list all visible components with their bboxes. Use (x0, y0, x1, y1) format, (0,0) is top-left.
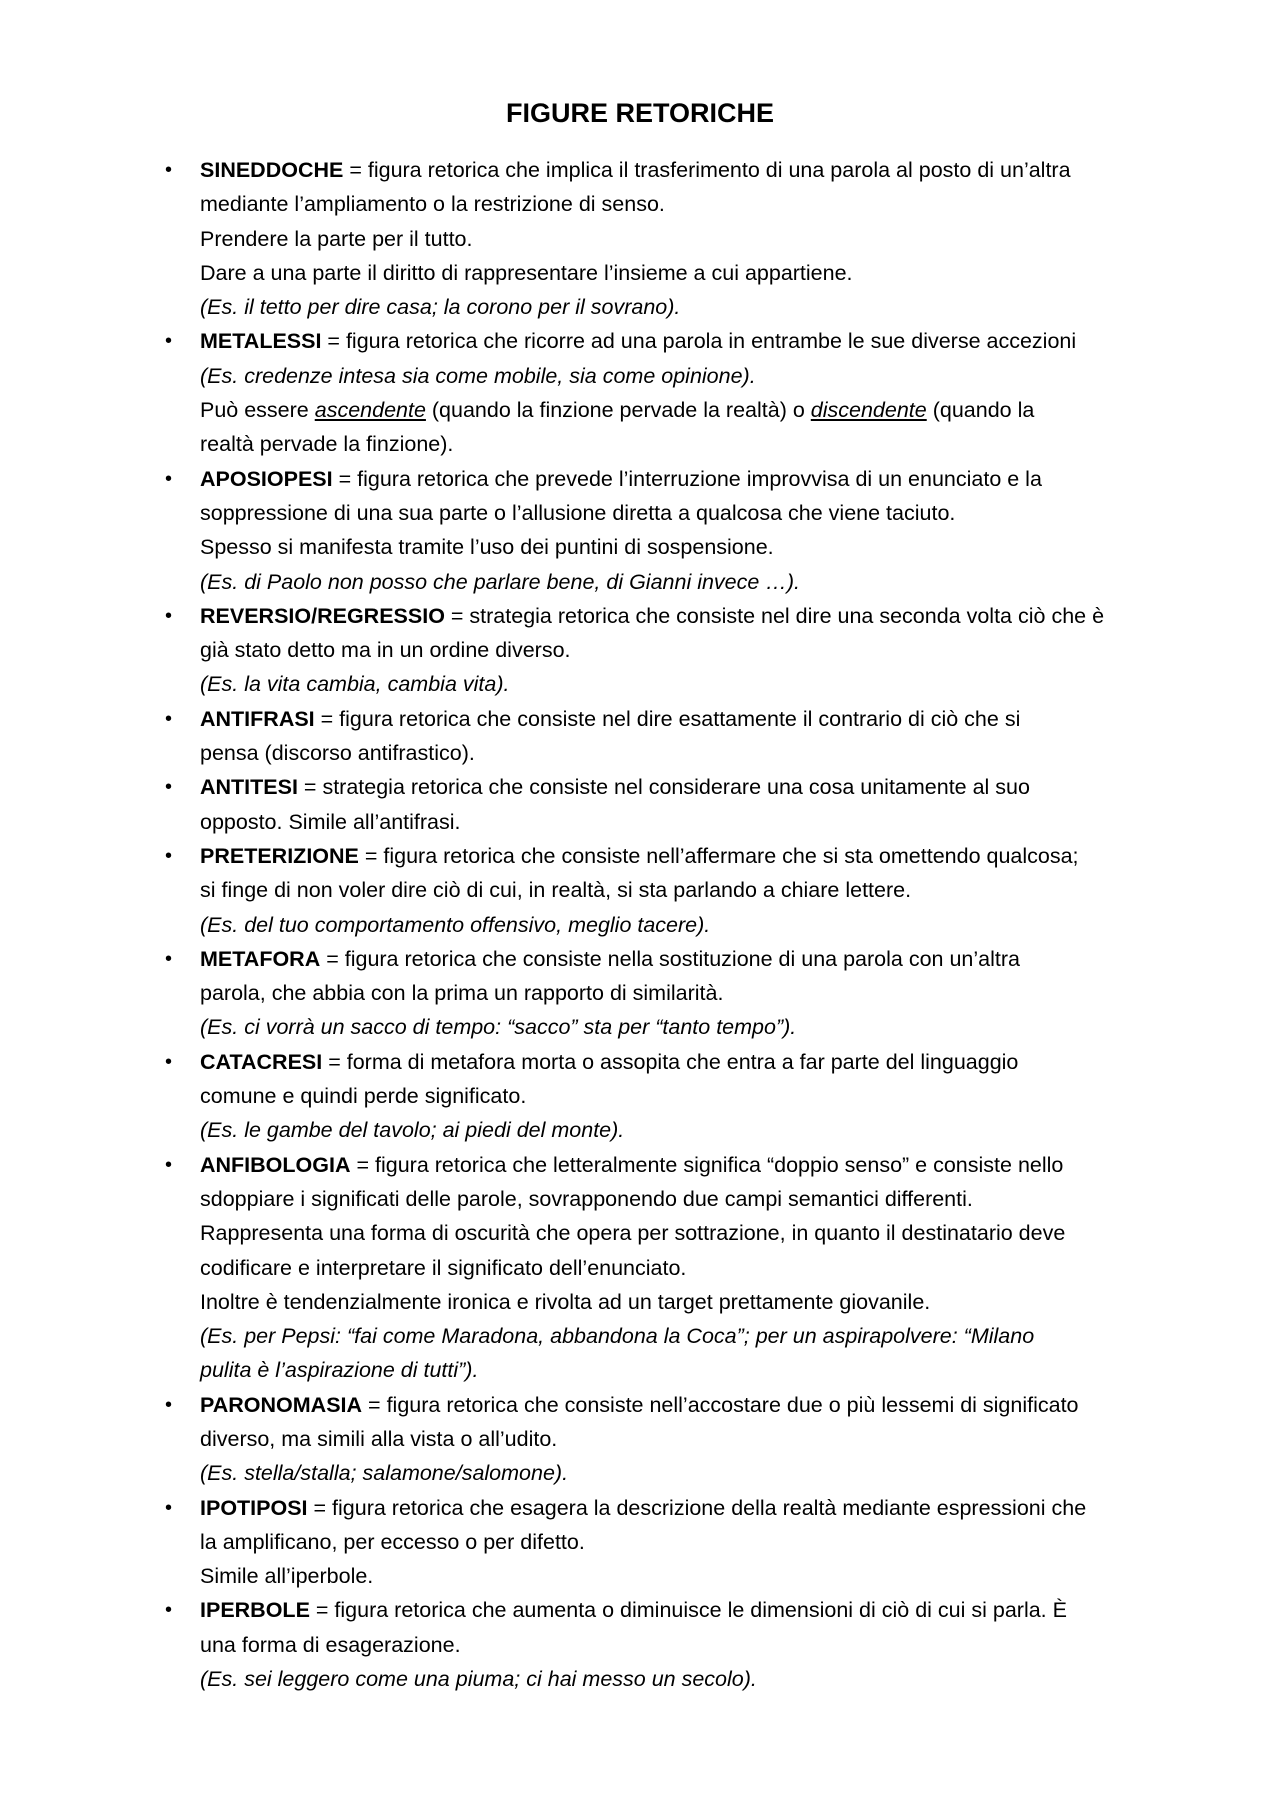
note-line: Spesso si manifesta tramite l’uso dei puntini di sospensione. (200, 535, 774, 560)
note-text: Può essere (200, 398, 315, 423)
bullet-icon: • (165, 467, 173, 490)
note-line: Prendere la parte per il tutto. (200, 226, 473, 251)
example-line: pulita è l’aspirazione di tutti”). (200, 1358, 479, 1383)
definition-line (200, 1388, 1170, 1422)
bullet-icon: • (165, 947, 173, 970)
note-line: Inoltre è tendenzialmente ironica e rivolta ad un target prettamente giovanile. (200, 1289, 931, 1314)
definition-text: = figura retorica che esagera la descrizione della realtà mediante espressioni che (307, 1495, 1087, 1520)
definition-text: = figura retorica che ricorre ad una parola in entrambe le sue diverse accezioni (321, 329, 1077, 354)
definition-line: si finge di non voler dire ciò di cui, in realtà, si sta parlando a chiare lettere. (200, 878, 912, 903)
definition-text: = figura retorica che aumenta o diminuisce le dimensioni di ciò di cui si parla. È (309, 1598, 1067, 1623)
bullet-icon: • (165, 1153, 173, 1176)
list-item-reversio-regressio (165, 599, 1170, 702)
list-item-anfibologia (165, 1148, 1170, 1388)
example-line: (Es. del tuo comportamento offensivo, meglio tacere). (200, 912, 711, 937)
definition-line (200, 1593, 1170, 1627)
term-name: IPERBOLE (200, 1598, 310, 1623)
example-line: (Es. di Paolo non posso che parlare bene, di Gianni invece …). (200, 569, 800, 594)
note-line: Rappresenta una forma di oscurità che opera per sottrazione, in quanto il destinatario deve (200, 1221, 1066, 1246)
definition-text: = figura retorica che prevede l’interruzione improvvisa di un enunciato e la (332, 466, 1042, 491)
example-line: (Es. sei leggero come una piuma; ci hai messo un secolo). (200, 1667, 757, 1692)
definition-text: = figura retorica che implica il trasferimento di una parola al posto di un’altra (343, 158, 1071, 182)
term-name: REVERSIO/REGRESSIO (200, 603, 445, 628)
example-line: (Es. credenze intesa sia come mobile, sia come opinione). (200, 363, 756, 388)
definition-text: = figura retorica che consiste nell’affermare che si sta omettendo qualcosa; (358, 843, 1079, 868)
underlined-word-discendente: discendente (810, 398, 927, 423)
definition-line: diverso, ma simili alla vista o all’udito. (200, 1426, 558, 1451)
definition-line: una forma di esagerazione. (200, 1632, 461, 1657)
list-item-catacresi (165, 1045, 1170, 1148)
definition-line: pensa (discorso antifrastico). (200, 741, 475, 766)
term-name: APOSIOPESI (200, 466, 333, 491)
note-line: codificare e interpretare il significato dell’enunciato. (200, 1255, 687, 1280)
note-line: Dare a una parte il diritto di rappresentare l’insieme a cui appartiene. (200, 260, 853, 285)
definition-line (200, 462, 1170, 496)
definition-text: = forma di metafora morta o assopita che entra a far parte del linguaggio (322, 1049, 1019, 1074)
underlined-word-ascendente: ascendente (314, 398, 426, 423)
definition-line: la amplificano, per eccesso o per difetto. (200, 1529, 585, 1554)
definition-line (200, 770, 1170, 804)
bullet-icon: • (165, 1496, 173, 1519)
bullet-icon: • (165, 604, 173, 627)
definition-line: comune e quindi perde significato. (200, 1084, 527, 1109)
definition-line (200, 839, 1170, 873)
bullet-icon: • (165, 1599, 173, 1622)
note-line: realtà pervade la finzione). (200, 432, 454, 457)
definition-text: = strategia retorica che consiste nel dire una seconda volta ciò che è (444, 603, 1105, 628)
term-name: PRETERIZIONE (200, 843, 359, 868)
bullet-icon: • (165, 707, 173, 730)
term-name: ANFIBOLOGIA (200, 1152, 351, 1177)
bullet-icon: • (165, 330, 173, 353)
list-item-aposiopesi (165, 462, 1170, 599)
bullet-icon: • (165, 844, 173, 867)
bullet-icon: • (165, 776, 173, 799)
note-line: Simile all’iperbole. (200, 1564, 374, 1589)
definition-line: parola, che abbia con la prima un rapporto di similarità. (200, 981, 724, 1006)
definition-line: opposto. Simile all’antifrasi. (200, 809, 461, 834)
term-name: SINEDDOCHE (200, 158, 344, 182)
list-item-preterizione (165, 839, 1170, 942)
definition-line: sdoppiare i significati delle parole, sovrapponendo due campi semantici differenti. (200, 1186, 973, 1211)
definition-line (200, 153, 1170, 187)
list-item-metafora (165, 942, 1170, 1045)
note-text: (quando la finzione pervade la realtà) o (425, 398, 811, 423)
example-line: (Es. ci vorrà un sacco di tempo: “sacco” sta per “tanto tempo”). (200, 1015, 797, 1040)
definition-text: = figura retorica che consiste nella sostituzione di una parola con un’altra (320, 946, 1020, 971)
bullet-icon: • (165, 1393, 173, 1416)
example-line: (Es. stella/stalla; salamone/salomone). (200, 1461, 569, 1486)
term-name: CATACRESI (200, 1049, 323, 1074)
definition-text: = figura retorica che letteralmente significa “doppio senso” e consiste nello (350, 1152, 1064, 1177)
list-item-antifrasi (165, 702, 1170, 771)
term-name: PARONOMASIA (200, 1392, 363, 1417)
note-line (200, 393, 1170, 427)
definition-text: = figura retorica che consiste nel dire esattamente il contrario di ciò che si (314, 706, 1021, 731)
term-name: IPOTIPOSI (200, 1495, 308, 1520)
example-line: (Es. il tetto per dire casa; la corono per il sovrano). (200, 295, 681, 320)
definition-line (200, 702, 1170, 736)
bullet-icon: • (165, 1050, 173, 1073)
list-item-paronomasia (165, 1388, 1170, 1491)
definition-line (200, 599, 1170, 633)
definition-line (200, 1491, 1170, 1525)
definition-text: = figura retorica che consiste nell’accostare due o più lessemi di significato (362, 1392, 1079, 1417)
term-name: ANTITESI (200, 775, 298, 800)
definition-line: soppressione di una sua parte o l’allusione diretta a qualcosa che viene taciuto. (200, 500, 956, 525)
rhetorical-figures-list (165, 153, 1170, 1696)
example-line: (Es. le gambe del tavolo; ai piedi del monte). (200, 1118, 625, 1143)
definition-text: = strategia retorica che consiste nel considerare una cosa unitamente al suo (297, 775, 1030, 800)
list-item-antitesi (165, 770, 1170, 839)
list-item-sineddoche (165, 153, 1170, 324)
term-name: METALESSI (200, 329, 322, 354)
term-name: METAFORA (200, 946, 321, 971)
definition-line (200, 1148, 1170, 1182)
definition-line (200, 942, 1170, 976)
example-line: (Es. per Pepsi: “fai come Maradona, abbandona la Coca”; per un aspirapolvere: “Milano (200, 1324, 1035, 1349)
list-item-iperbole (165, 1593, 1170, 1696)
list-item-metalessi (165, 324, 1170, 461)
page-title: FIGURE RETORICHE (505, 98, 775, 128)
definition-line (200, 1045, 1170, 1079)
list-item-ipotiposi (165, 1491, 1170, 1594)
bullet-icon: • (165, 159, 173, 181)
note-text: (quando la (926, 398, 1035, 423)
definition-line: già stato detto ma in un ordine diverso. (200, 638, 571, 663)
definition-line: mediante l’ampliamento o la restrizione di senso. (200, 192, 665, 217)
definition-line (200, 324, 1170, 358)
example-line: (Es. la vita cambia, cambia vita). (200, 672, 510, 697)
term-name: ANTIFRASI (200, 706, 315, 731)
